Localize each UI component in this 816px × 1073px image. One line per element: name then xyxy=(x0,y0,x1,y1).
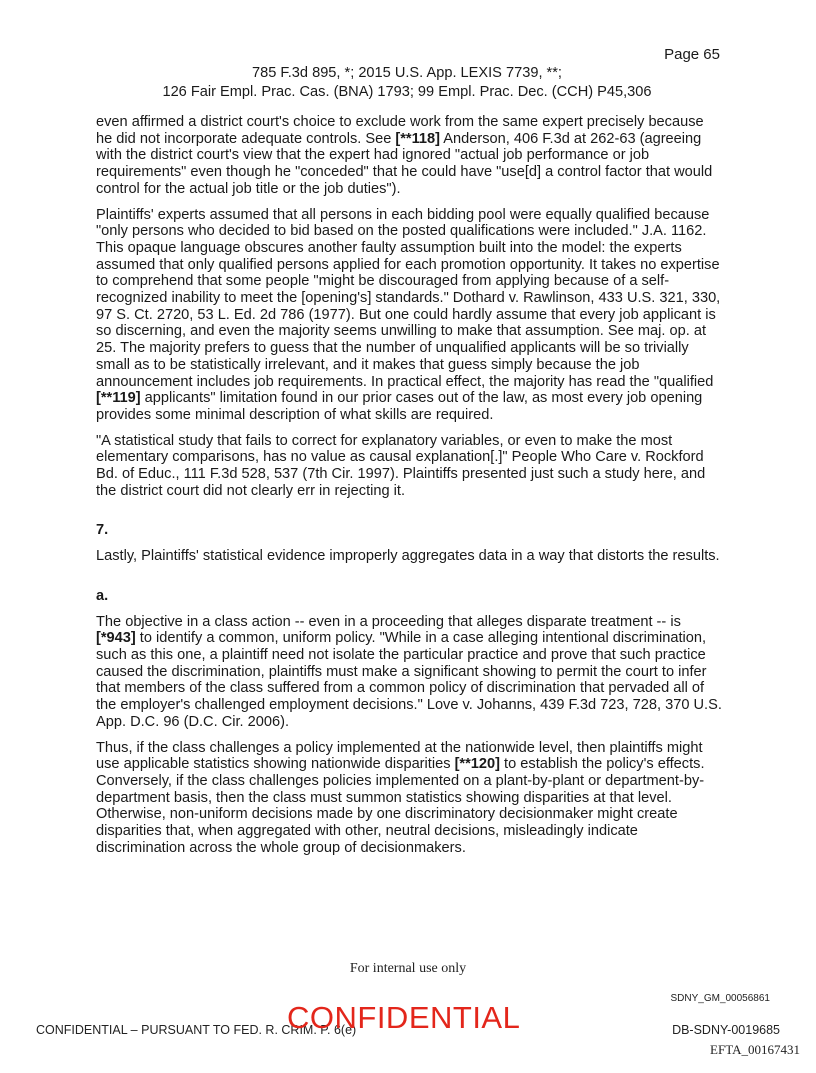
paragraph-statistical-study: "A statistical study that fails to correct for explanatory variables, or even to make the most elementary comparisons, has no value as causal explanation[.]" People Who Care v. Rockford Bd. of Educ., 111 F.3d 528, 537 (7th Cir. 1997). Plaintiffs presented just such a study here, and the district court did not clearly err in rejecting it. xyxy=(96,432,706,499)
citation-line-1: 785 F.3d 895, *; 2015 U.S. App. LEXIS 7739, **; xyxy=(252,65,562,81)
pin-cite: [**118] xyxy=(395,130,441,147)
document-id: SDNY_GM_00056861 xyxy=(670,993,770,1004)
confidential-stamp: CONFIDENTIAL xyxy=(287,1000,521,1035)
paragraph-qualified-applicants: Plaintiffs' experts assumed that all persons in each bidding pool were equally qualified because "only persons who decided to bid based on the posted qualifications were included." J.A. 1162. This opaque language obscures another faulty assumption built into the model: the experts assumed that only qualified persons applied for each promotion opportunity. It takes no expertise to comprehend that some people "might be discouraged from applying because of a self-recognized inability to meet the [opening's] standards." Dothard v. Rawlinson, 433 U.S. 321, 330, 97 S. Ct. 2720, 53 L. Ed. 2d 786 (1977). But one could hardly assume that every job applicant is so discerning, and even the majority seems unwilling to make that assumption. See maj. op. at 25. The majority prefers to guess that the number of unqualified applicants will be so trivially small as to be statistically irrelevant, and it makes that guess simply because the job announcement includes job requirements. In practical effect, the majority has read the "qualified [**119] applicants" limitation found in our prior cases out of the law, as most every job opening provides some minimal description of what skills are required. xyxy=(96,206,721,423)
paragraph-class-action: The objective in a class action -- even in a proceeding that alleges disparate treatment -- is [*943] to identify a common, uniform policy. "While in a case alleging intentional discrimination, such as this one, a plaintiff need not isolate the particular practice and prove that such practice caused the discrimination, plaintiffs must make a significant showing to permit the court to infer that members of the class suffered from a common policy of discrimination that pervaded all of the employer's challenged employment decisions." Love v. Johanns, 439 F.3d 723, 728, 370 U.S. App. D.C. 96 (D.C. Cir. 2006). xyxy=(96,613,722,730)
page-number: Page 65 xyxy=(664,46,720,63)
opinion-body xyxy=(96,114,722,865)
case-citation xyxy=(96,64,718,102)
internal-use-notice: For internal use only xyxy=(349,961,467,976)
efta-number: EFTA_00167431 xyxy=(710,1042,800,1057)
section-heading-a: a. xyxy=(96,587,109,604)
paragraph-controls: even affirmed a district court's choice to exclude work from the same expert precisely because he did not incorporate adequate controls. See [**118] Anderson, 406 F.3d at 262-63 (agreeing with the district court's view that the expert had ignored "actual job performance or job requirements" even though he "conceded" that he could have "use[d] a control factor that would control for the actual job title or the job duties"). xyxy=(96,114,713,197)
section-heading-7: 7. xyxy=(96,522,109,539)
paragraph-nationwide: Thus, if the class challenges a policy implemented at the nationwide level, then plaintiffs might use applicable statistics showing nationwide disparities [**120] to establish the policy's effects. Conversely, if the class challenges policies implemented on a plant-by-plant or department-by-department basis, then the class must summon statistics showing disparities at that level. Otherwise, non-uniform decisions made by one discriminatory decisionmaker might create disparities that, when aggregated with other, neutral decisions, misleadingly indicate discrimination across the whole group of decisionmakers. xyxy=(96,739,705,856)
paragraph-aggregation: Lastly, Plaintiffs' statistical evidence improperly aggregates data in a way that distorts the results. xyxy=(96,548,720,565)
citation-line-2: 126 Fair Empl. Prac. Cas. (BNA) 1793; 99 Empl. Prac. Dec. (CCH) P45,306 xyxy=(162,84,652,100)
pin-cite: [**119] xyxy=(96,390,141,407)
bates-number: DB-SDNY-0019685 xyxy=(672,1023,780,1037)
pin-cite: [**120] xyxy=(454,756,500,773)
confidential-notice: CONFIDENTIAL – PURSUANT TO FED. R. CRIM. P. 6(e) xyxy=(36,1023,357,1037)
pin-cite: [*943] xyxy=(96,630,136,647)
